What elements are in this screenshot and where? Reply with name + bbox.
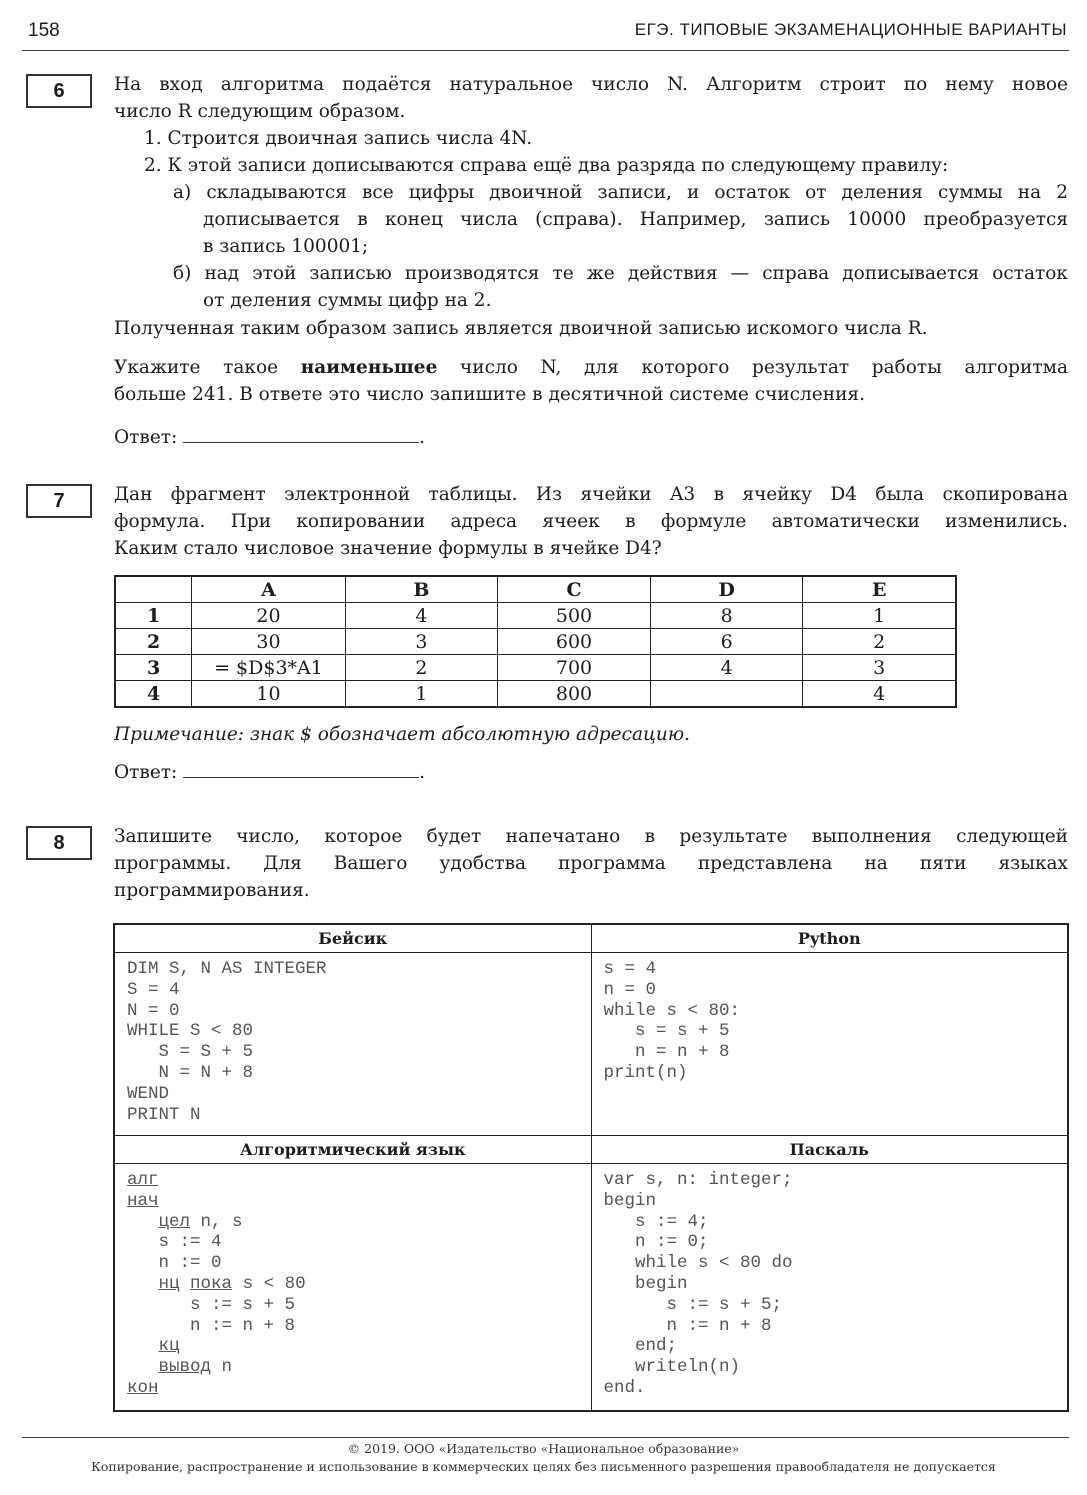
q8-line3: программирования. <box>114 880 310 901</box>
q7-answer-field[interactable] <box>183 759 419 778</box>
cell: 4 <box>650 655 803 681</box>
sheet-row <box>115 629 956 655</box>
listing-code-row <box>114 1164 1068 1412</box>
cell: 10 <box>192 681 345 708</box>
sheet-corner <box>115 576 192 603</box>
alg-kw: кон <box>127 1377 159 1398</box>
q7-note: Примечание: знак $ обозначает абсолютную адресацию. <box>114 724 690 745</box>
q7-answer: Ответ: . <box>114 759 425 786</box>
q6-rule-a-line3: в запись 100001; <box>203 236 369 257</box>
q6-rule-a-line1: а) складываются все цифры двоичной записи, и остаток от деления суммы на 2 <box>173 182 1068 203</box>
page-number: 158 <box>28 20 60 41</box>
basic-title: Бейсик <box>114 924 591 953</box>
q6-rule-a-line2: дописывается в конец числа (справа). Например, запись 10000 преобразуется <box>203 209 1068 230</box>
q7-line3: Каким стало числовое значение формулы в ячейке D4? <box>114 538 662 559</box>
q7-line1: Дан фрагмент электронной таблицы. Из ячейки A3 в ячейку D4 была скопирована <box>114 484 1068 505</box>
alg-kw: пока <box>190 1273 233 1294</box>
alg-text: s := 4 <box>158 1232 222 1253</box>
program-listings <box>113 923 1069 1412</box>
q6-step1: 1. Строится двоичная запись числа 4N. <box>144 128 533 149</box>
col-header: E <box>803 576 956 603</box>
q7-answer-label: Ответ: <box>114 762 178 783</box>
alg-text: n := 0 <box>158 1253 222 1274</box>
cell: 2 <box>803 629 956 655</box>
footer-notice: Копирование, распространение и использование в коммерческих целях без письменного разрешения правообладателя не допускается <box>91 1459 996 1474</box>
footer-divider <box>22 1437 1069 1438</box>
python-title: Python <box>591 924 1068 953</box>
pascal-cell <box>591 1164 1068 1412</box>
cell: 700 <box>498 655 651 681</box>
task-number-6: 6 <box>26 74 92 108</box>
col-header: C <box>498 576 651 603</box>
sheet-row <box>115 655 956 681</box>
alg-title: Алгоритмический язык <box>114 1136 591 1164</box>
q6-task-emphasis: наименьшее <box>300 357 438 378</box>
basic-code: DIM S, N AS INTEGER S = 4 N = 0 WHILE S < 80 S = S + 5 N = N + 8 WEND PRINT N <box>127 959 327 1125</box>
task-number-8: 8 <box>26 826 92 860</box>
basic-cell <box>114 953 591 1136</box>
col-header: A <box>192 576 345 603</box>
q7-line2: формула. При копировании адреса ячеек в формуле автоматически изменились. <box>114 511 1068 532</box>
q6-task-line1 <box>114 354 1068 381</box>
alg-text: n <box>211 1357 233 1378</box>
alg-code <box>115 1164 591 1403</box>
cell: 3 <box>345 629 498 655</box>
alg-kw: алг <box>127 1170 159 1190</box>
q6-rule-b-line2: от деления суммы цифр на 2. <box>203 290 492 311</box>
cell: 6 <box>650 629 803 655</box>
cell: 800 <box>498 681 651 708</box>
cell: 8 <box>650 603 803 629</box>
alg-text: n := n + 8 <box>190 1315 296 1336</box>
task-number-7: 7 <box>26 484 92 518</box>
q6-answer: Ответ: . <box>114 424 425 451</box>
python-cell <box>591 953 1068 1136</box>
row-header: 3 <box>115 655 192 681</box>
cell: 500 <box>498 603 651 629</box>
listing-code-row <box>114 953 1068 1136</box>
col-header: B <box>345 576 498 603</box>
running-header: ЕГЭ. ТИПОВЫЕ ЭКЗАМЕНАЦИОННЫЕ ВАРИАНТЫ <box>634 20 1067 39</box>
cell: 600 <box>498 629 651 655</box>
cell: 20 <box>192 603 345 629</box>
col-header: D <box>650 576 803 603</box>
cell: 30 <box>192 629 345 655</box>
q6-intro-line1: На вход алгоритма подаётся натуральное число N. Алгоритм строит по нему новое <box>114 74 1068 95</box>
q8-line2: программы. Для Вашего удобства программа представлена на пяти языках <box>114 853 1068 874</box>
cell: 4 <box>345 603 498 629</box>
cell: 2 <box>345 655 498 681</box>
cell: 1 <box>345 681 498 708</box>
cell-d4 <box>650 681 803 708</box>
pascal-title: Паскаль <box>591 1136 1068 1164</box>
q6-intro-line2: число R следующим образом. <box>114 101 406 122</box>
header-divider <box>22 50 1069 51</box>
sheet-row <box>115 681 956 708</box>
footer-copyright: © 2019. ООО «Издательство «Национальное образование» <box>347 1441 740 1456</box>
alg-kw: цел <box>158 1211 191 1232</box>
pascal-code: var s, n: integer; begin s := 4; n := 0; while s < 80 do begin s := s + 5; n := n + 8 end; writeln(n) end. <box>603 1170 793 1398</box>
q6-task-start: Укажите такое <box>114 357 279 378</box>
q6-answer-field[interactable] <box>183 424 419 443</box>
row-header: 1 <box>115 603 192 629</box>
alg-kw: нач <box>127 1190 159 1211</box>
row-header: 2 <box>115 629 192 655</box>
sheet-row <box>115 603 956 629</box>
alg-text: n, s <box>190 1211 243 1232</box>
alg-text: s < 80 <box>232 1273 306 1294</box>
alg-kw: нц <box>158 1273 180 1294</box>
q8-line1: Запишите число, которое будет напечатано в результате выполнения следующей <box>114 826 1068 847</box>
q6-step2: 2. К этой записи дописываются справа ещё два разряда по следующему правилу: <box>144 155 949 176</box>
listing-title-row <box>114 924 1068 953</box>
cell: 1 <box>803 603 956 629</box>
python-code: s = 4 n = 0 while s < 80: s = s + 5 n = n + 8 print(n) <box>603 959 741 1083</box>
alg-cell <box>114 1164 591 1412</box>
q6-result: Полученная таким образом запись является двоичной записью искомого числа R. <box>114 318 928 339</box>
q6-answer-label: Ответ: <box>114 427 178 448</box>
listing-title-row <box>114 1136 1068 1164</box>
alg-text: s := s + 5 <box>190 1294 296 1315</box>
q6-task-line2: больше 241. В ответе это число запишите в десятичной системе счисления. <box>114 384 865 405</box>
cell: 4 <box>803 681 956 708</box>
q6-rule-b-line1: б) над этой записью производятся те же действия — справа дописывается остаток <box>173 263 1068 284</box>
spreadsheet-fragment <box>114 575 957 708</box>
alg-kw: кц <box>158 1336 180 1357</box>
sheet-header-row <box>115 576 956 603</box>
cell: 3 <box>803 655 956 681</box>
formula-cell: = $D$3*A1 <box>192 655 345 681</box>
q6-task-end: число N, для которого результат работы алгоритма <box>460 357 1068 378</box>
row-header: 4 <box>115 681 192 708</box>
alg-kw: вывод <box>158 1357 212 1378</box>
